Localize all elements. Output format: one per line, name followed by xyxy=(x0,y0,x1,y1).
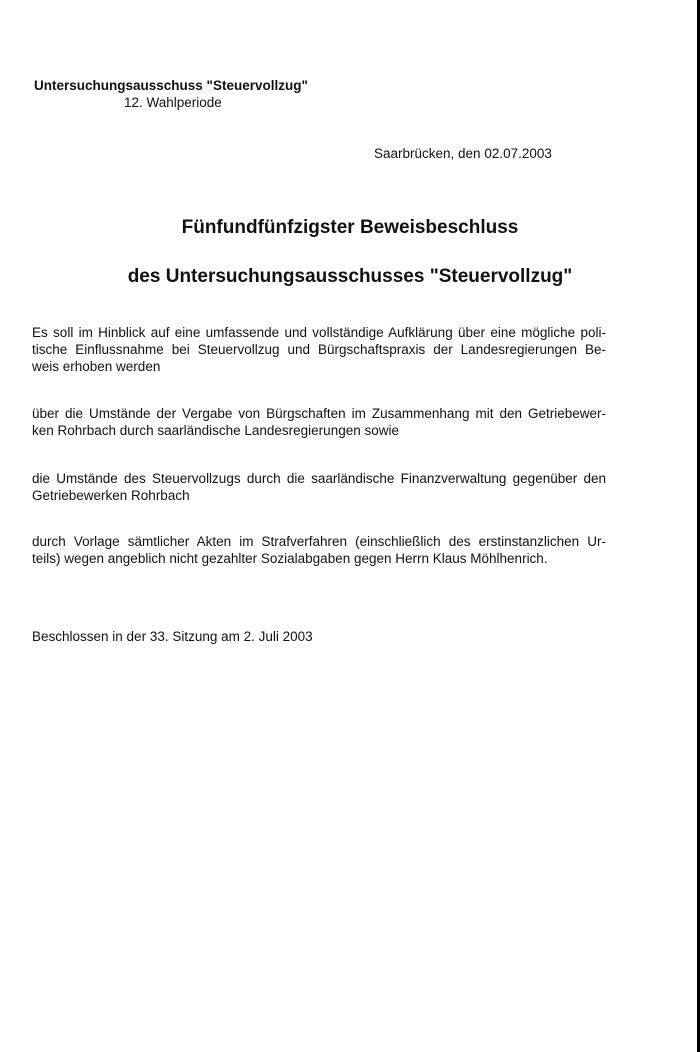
electoral-period: 12. Wahlperiode xyxy=(124,95,222,110)
document-title: Fünfundfünfzigster Beweisbeschluss xyxy=(181,217,519,238)
paragraph-line: weis erhoben werden xyxy=(32,359,161,374)
paragraph-line: durch Vorlage sämtlicher Akten im Strafverfahren (einschließlich des erstinstanzlichen Ur- xyxy=(32,534,606,549)
paragraph-line: ken Rohrbach durch saarländische Landesregierungen sowie xyxy=(32,423,399,438)
place-and-date: Saarbrücken, den 02.07.2003 xyxy=(374,146,552,161)
paragraph-files xyxy=(32,533,606,567)
document-subtitle: des Untersuchungsausschusses "Steuervollzug" xyxy=(127,266,573,287)
resolution-note: Beschlossen in der 33. Sitzung am 2. Juli 2003 xyxy=(32,629,313,644)
paragraph-line: teils) wegen angeblich nicht gezahlter Sozialabgaben gegen Herrn Klaus Möhlhenrich. xyxy=(32,551,548,566)
paragraph-line: Es soll im Hinblick auf eine umfassende und vollständige Aufklärung über eine mögliche poli- xyxy=(32,325,606,340)
paragraph-guarantees xyxy=(32,405,606,439)
paragraph-intro xyxy=(32,324,606,375)
paragraph-tax-enforcement xyxy=(32,470,606,504)
paragraph-line: über die Umstände der Vergabe von Bürgschaften im Zusammenhang mit den Getriebewer- xyxy=(32,406,606,421)
paragraph-line: tische Einflussnahme bei Steuervollzug und Bürgschaftspraxis der Landesregierungen Be- xyxy=(32,342,606,357)
paragraph-line: die Umstände des Steuervollzugs durch die saarländische Finanzverwaltung gegenüber den xyxy=(32,471,606,486)
paragraph-line: Getriebewerken Rohrbach xyxy=(32,488,190,503)
committee-name: Untersuchungsausschuss "Steuervollzug" xyxy=(34,78,308,93)
